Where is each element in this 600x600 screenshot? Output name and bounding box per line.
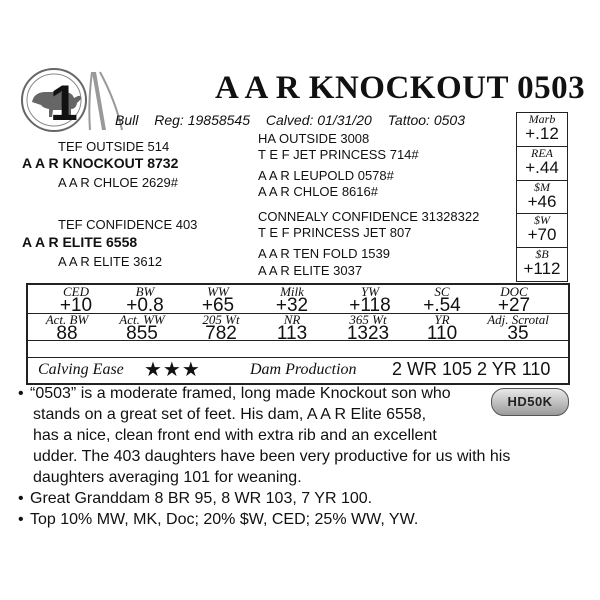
tattoo: Tattoo: 0503 (387, 112, 465, 128)
side-epd-value: +112 (523, 259, 561, 278)
dam-production-label: Dam Production (250, 361, 357, 378)
calved-date: Calved: 01/31/20 (265, 112, 372, 128)
side-epd-b (517, 247, 567, 282)
pedigree-dam-dam-dam: A A R ELITE 3037 (258, 263, 363, 278)
side-epd-rea (517, 146, 567, 181)
side-epd-marb (517, 113, 567, 146)
calving-ease-stars: ★★★ (144, 359, 201, 381)
epd-table (26, 283, 570, 385)
pedigree-dam-sire: TEF CONFIDENCE 403 (58, 217, 198, 232)
epd-value-ww: +65 (201, 295, 235, 316)
perf-label-yr: YR (434, 312, 450, 327)
lot-number: 1 (50, 75, 78, 131)
epd-label-ced: CED (63, 284, 89, 299)
dollar-index-box (516, 112, 568, 282)
side-epd-w (517, 213, 567, 248)
note-line: has a nice, clean front end with extra rib and an excellent (33, 427, 437, 444)
epd-value-sc: +.54 (423, 295, 461, 316)
pedigree-sire-sire-dam: T E F JET PRINCESS 714# (258, 147, 419, 162)
perf-label-365-wt: 365 Wt (349, 312, 387, 327)
perf-value-205-wt: 782 (205, 323, 237, 344)
badge-text: HD50K (507, 394, 553, 409)
pedigree-sire: A A R KNOCKOUT 8732 (22, 155, 179, 171)
perf-label-act-bw: Act. BW (45, 312, 89, 327)
note-line: “0503” is a moderate framed, long made Knockout son who (30, 385, 451, 402)
perf-value-nr: 113 (276, 323, 308, 344)
side-epd-label: $W (534, 213, 550, 227)
side-epd-label: $M (534, 180, 550, 194)
epd-label-ww: WW (207, 284, 229, 299)
pedigree-sire-sire-sire: HA OUTSIDE 3008 (258, 131, 370, 146)
pedigree-sire-dam-sire: A A R LEUPOLD 0578# (258, 168, 394, 183)
side-epd-label: $B (535, 247, 549, 261)
bullet-icon: • (18, 490, 24, 507)
pedigree-dam-dam: A A R ELITE 3612 (58, 254, 163, 269)
bullet-icon: • (18, 511, 24, 528)
registration-number: Reg: 19858545 (154, 112, 251, 128)
side-epd-value: +46 (527, 192, 557, 211)
epd-label-yw: YW (360, 284, 380, 299)
perf-value-yr: 110 (426, 323, 458, 344)
perf-label-act-ww: Act. WW (119, 312, 165, 327)
pedigree-dam-dam-sire: A A R TEN FOLD 1539 (258, 246, 390, 261)
calving-ease-label: Calving Ease (38, 361, 124, 378)
note-line: daughters averaging 101 for weaning. (33, 469, 302, 486)
note-line: udder. The 403 daughters have been very productive for us with his (33, 448, 511, 465)
sex: Bull (115, 112, 139, 128)
note-line: stands on a great set of feet. His dam, A A R Elite 6558, (33, 406, 427, 423)
note-bullet-3 (18, 510, 418, 529)
side-epd-value: +.12 (525, 124, 559, 143)
row-divider (28, 357, 568, 358)
epd-label-bw: BW (135, 284, 155, 299)
pedigree-dam-sire-dam: T E F PRINCESS JET 807 (258, 225, 412, 240)
perf-value-act-ww: 855 (126, 323, 158, 344)
perf-value-365-wt: 1323 (346, 323, 390, 344)
perf-value-adj-scrotal: 35 (507, 323, 529, 344)
perf-label-adj-scrotal: Adj. Scrotal (487, 312, 549, 327)
epd-label-milk: Milk (280, 284, 304, 299)
side-epd-m (517, 180, 567, 214)
perf-label-nr: NR (283, 312, 301, 327)
note-line: Great Granddam 8 BR 95, 8 WR 103, 7 YR 100. (30, 490, 373, 507)
epd-label-doc: DOC (500, 284, 528, 299)
dam-production-value: 2 WR 105 2 YR 110 (392, 359, 551, 379)
pedigree-sire-dam: A A R CHLOE 2629# (58, 175, 178, 190)
pedigree-dam-sire-sire: CONNEALY CONFIDENCE 31328322 (258, 209, 480, 224)
epd-value-milk: +32 (275, 295, 309, 316)
note-bullet-2 (18, 489, 372, 508)
pedigree-sire-sire: TEF OUTSIDE 514 (58, 139, 170, 154)
bullet-icon: • (18, 385, 24, 402)
epd-label-sc: SC (434, 284, 450, 299)
side-epd-value: +.44 (525, 158, 559, 177)
note-line: Top 10% MW, MK, Doc; 20% $W, CED; 25% WW, YW. (30, 511, 419, 528)
hd50k-badge (491, 388, 569, 416)
epd-value-ced: +10 (59, 295, 93, 316)
pedigree-sire-dam-dam: A A R CHLOE 8616# (258, 184, 378, 199)
perf-label-205-wt: 205 Wt (202, 312, 240, 327)
pedigree-dam: A A R ELITE 6558 (22, 234, 138, 250)
epd-value-bw: +0.8 (126, 295, 164, 316)
side-epd-label: Marb (528, 112, 556, 126)
side-epd-value: +70 (527, 225, 557, 244)
animal-name: A A R KNOCKOUT 0503 (215, 70, 586, 106)
perf-value-act-bw: 88 (56, 323, 78, 344)
note-bullet-1 (18, 384, 451, 403)
info-row (115, 112, 515, 128)
side-epd-label: REA (531, 146, 553, 160)
epd-value-doc: +27 (497, 295, 531, 316)
epd-value-yw: +118 (349, 295, 391, 316)
